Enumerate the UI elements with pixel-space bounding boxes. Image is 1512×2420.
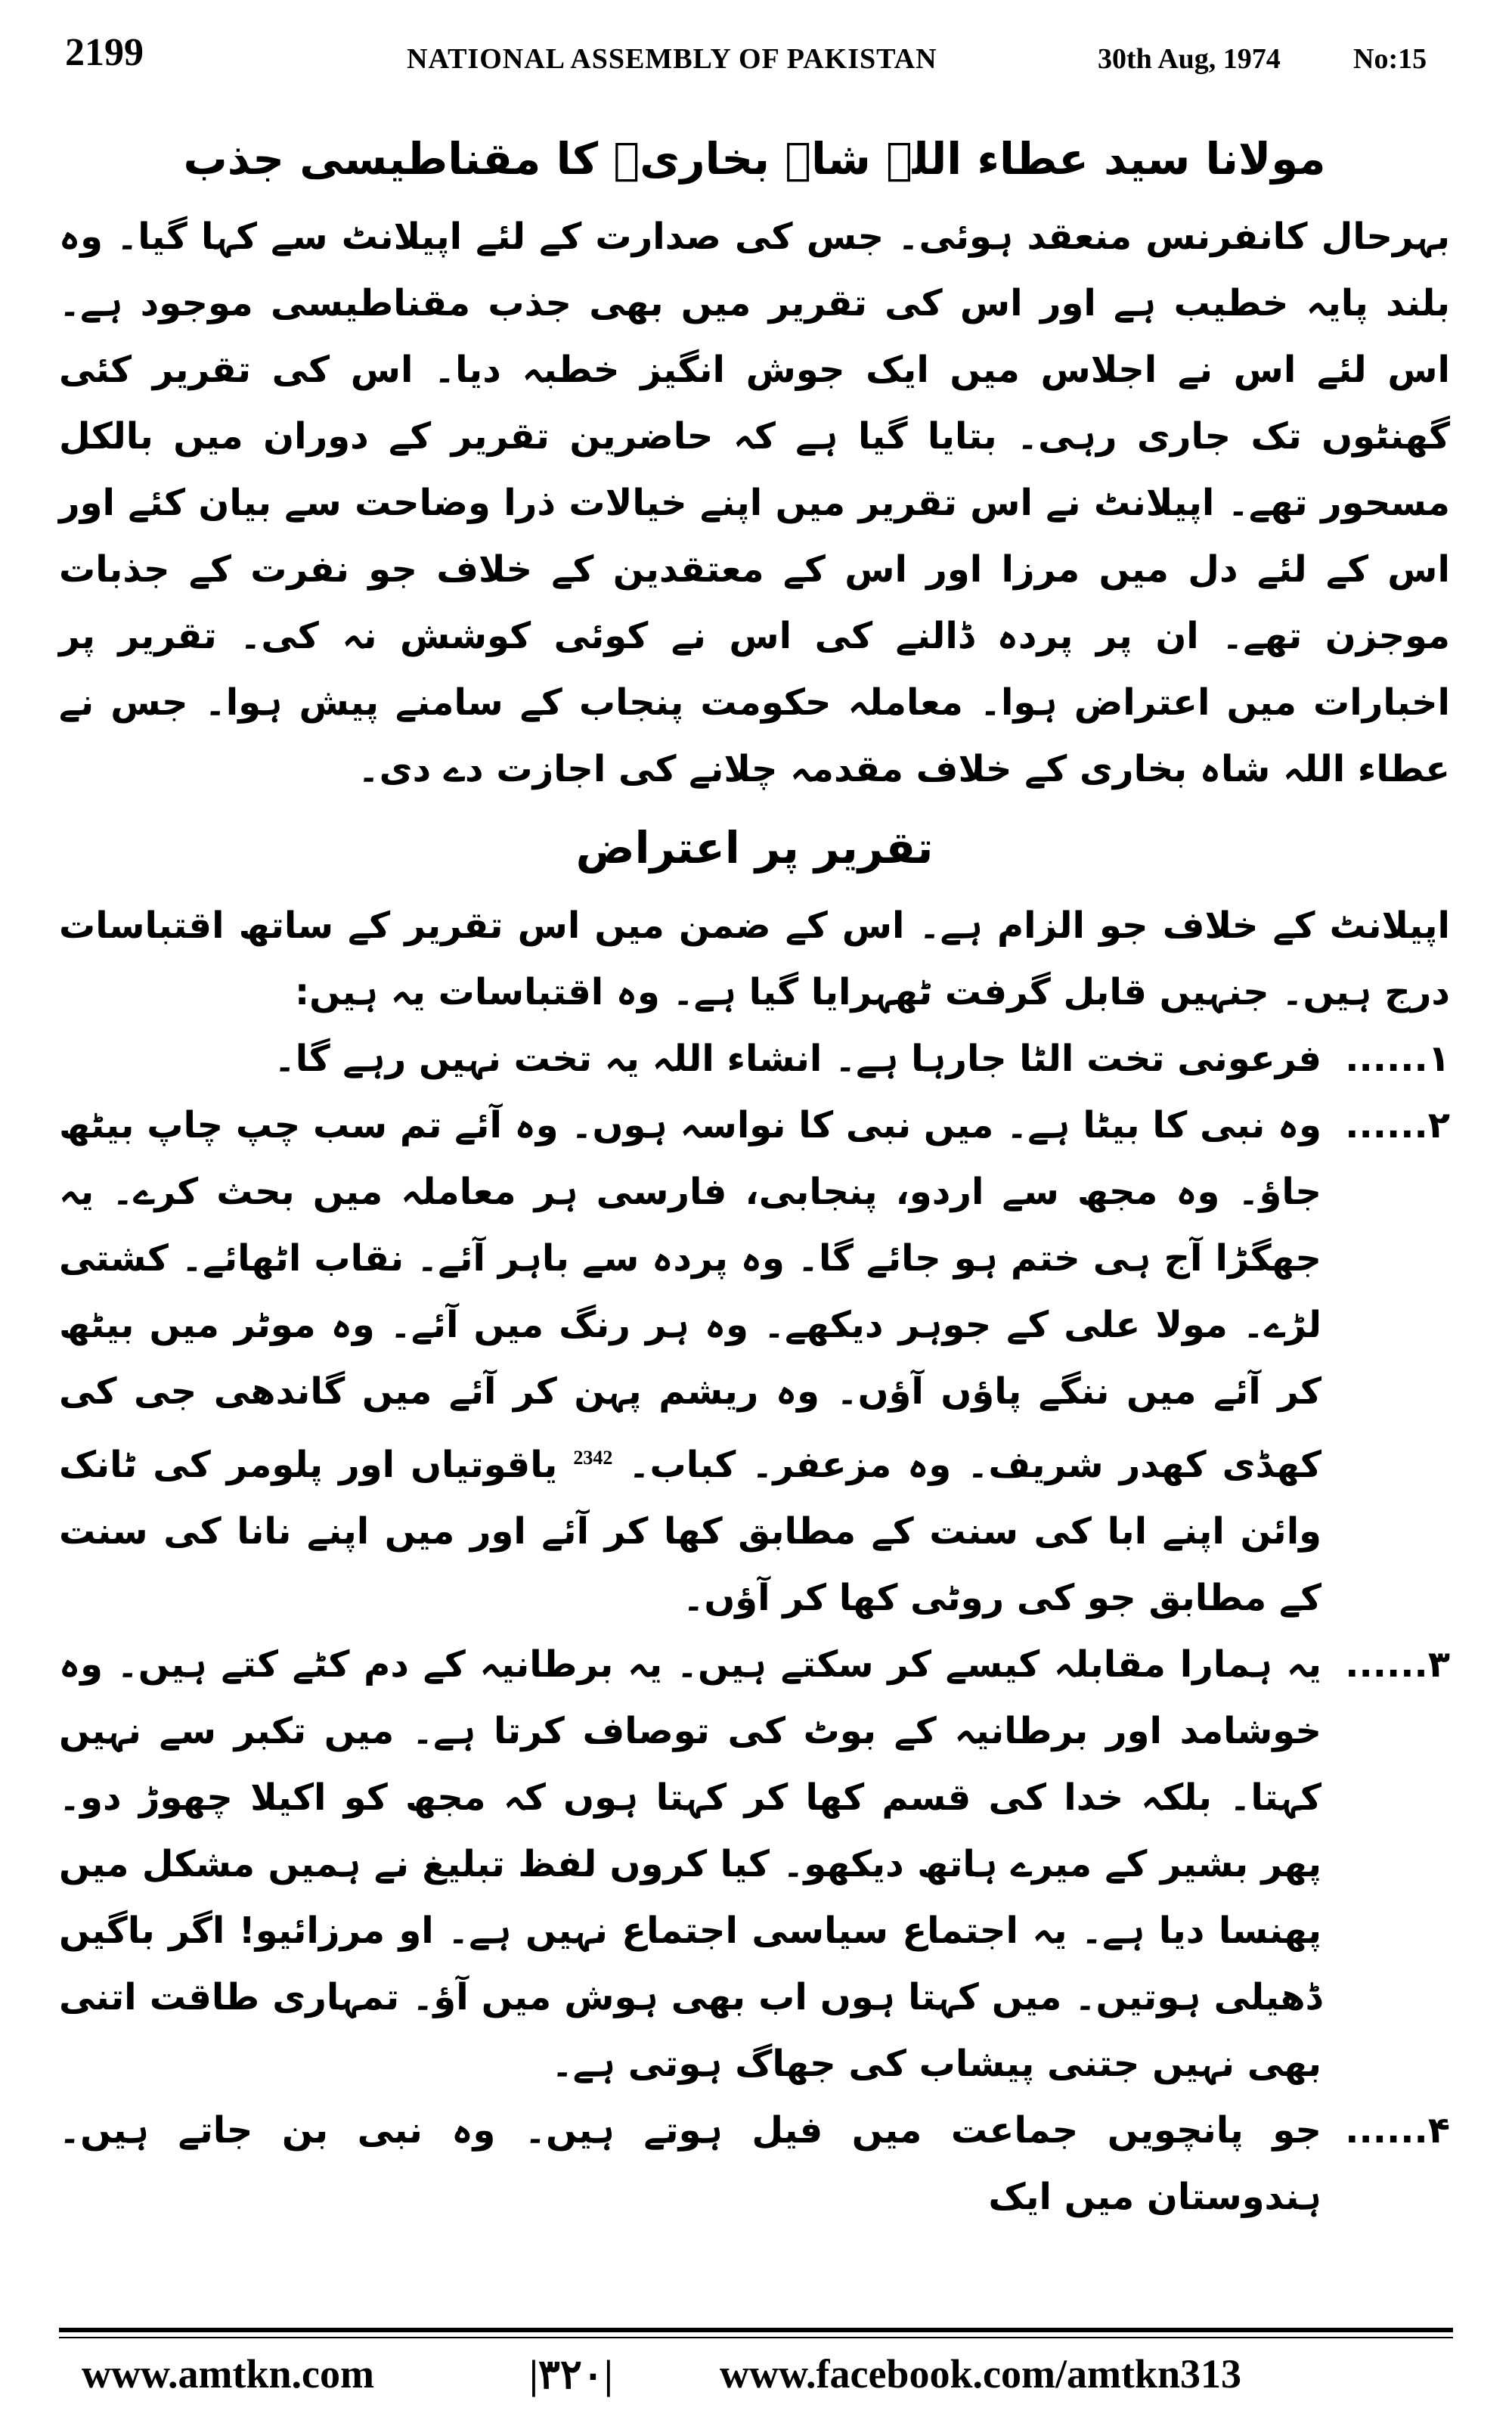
footer-divider-thick (59, 2328, 1453, 2332)
quote-number: ۱...... (1345, 1038, 1450, 1081)
facebook-link[interactable]: www.facebook.com/amtkn313 (720, 2351, 1241, 2397)
quote-item-1 (59, 1025, 1450, 1092)
quote-text: یہ ہمارا مقابلہ کیسے کر سکتے ہیں۔ یہ برطانیہ کے دم کٹے کتے ہیں۔ وہ خوشامد اور برطانیہ کے بوٹ کی توصاف کرتا ہے۔ میں تکبر سے نہیں کہتا۔ بلکہ خدا کی قسم کھا کر کہتا ہوں کہ مجھ کو اکیلا چھوڑ دو۔ پھر بشیر کے میرے ہاتھ دیکھو۔ کیا کروں لفظ تبلیغ نے ہمیں مشکل میں پھنسا دیا ہے۔ یہ اجتماع سیاسی اجتماع نہیں ہے۔ او مرزائیو! اگر باگیں ڈھیلی ہوتیں۔ میں کہتا ہوں اب بھی ہوش میں آؤ۔ تمہاری طاقت اتنی بھی نہیں جتنی پیشاب کی جھاگ ہوتی ہے۔ (59, 1643, 1321, 2086)
website-link[interactable]: www.amtkn.com (82, 2351, 374, 2397)
book-page-number: |۳۲۰| (529, 2352, 613, 2397)
quote-text-part-2: یاقوتیاں اور پلومر کی ٹانک وائن اپنے ابا کی سنت کے مطابق کھا کر آئے اور میں اپنے نانا کی سنت کے مطابق جو کی روٹی کھا کر آؤں۔ (59, 1444, 1321, 1620)
session-date: 30th Aug, 1974 (1098, 43, 1281, 75)
section-heading-1: مولانا سید عطاء اللہ شاہ بخاریؒ کا مقناطیسی جذب (183, 133, 1326, 185)
quote-number: ۳...... (1345, 1643, 1450, 1686)
publication-title: NATIONAL ASSEMBLY OF PAKISTAN (407, 43, 937, 75)
quote-text: جو پانچویں جماعت میں فیل ہوتے ہیں۔ وہ نبی بن جاتے ہیں۔ ہندوستان میں ایک (59, 2109, 1321, 2219)
quote-text-part-1: وہ نبی کا بیٹا ہے۔ میں نبی کا نواسہ ہوں۔ وہ آئے تم سب چپ چاپ بیٹھ جاؤ۔ وہ مجھ سے اردو، پنجابی، فارسی ہر معاملہ میں بحث کرے۔ یہ جھگڑا آج ہی ختم ہو جائے گا۔ وہ پردہ سے باہر آئے۔ نقاب اٹھائے۔ کشتی لڑے۔ مولا علی کے جوہر دیکھے۔ وہ ہر رنگ میں آئے۔ وہ موٹر میں بیٹھ کر آئے میں ننگے پاؤں آؤں۔ وہ ریشم پہن کر آئے میں گاندھی جی کی کھڈی کھدر شریف۔ وہ مزعفر۔ کباب۔ (59, 1104, 1321, 1487)
page-body (59, 113, 1450, 2322)
session-number: No:15 (1353, 43, 1427, 75)
paragraph-1: بہرحال کانفرنس منعقد ہوئی۔ جس کی صدارت کے لئے اپیلانٹ سے کہا گیا۔ وہ بلند پایہ خطیب ہے اور اس کی تقریر میں بھی جذب مقناطیسی موجود ہے۔ اس لئے اس نے اجلاس میں ایک جوش انگیز خطبہ دیا۔ اس کی تقریر کئی گھنٹوں تک جاری رہی۔ بتایا گیا ہے کہ حاضرین تقریر کے دوران میں بالکل مسحور تھے۔ اپیلانٹ نے اس تقریر میں اپنے خیالات ذرا وضاحت سے بیان کئے اور اس کے لئے دل میں مرزا اور اس کے معتقدین کے خلاف جو نفرت کے جذبات موجزن تھے۔ ان پر پردہ ڈالنے کی اس نے کوئی کوشش نہ کی۔ تقریر پر اخبارات میں اعتراض ہوا۔ معاملہ حکومت پنجاب کے سامنے پیش ہوا۔ جس نے عطاء اللہ شاہ بخاری کے خلاف مقدمہ چلانے کی اجازت دے دی۔ (59, 216, 1450, 791)
section-heading-2: تقریر پر اعتراض (575, 822, 934, 874)
page-header (0, 30, 1512, 83)
paragraph-2: اپیلانٹ کے خلاف جو الزام ہے۔ اس کے ضمن میں اس تقریر کے ساتھ اقتباسات درج ہیں۔ جنہیں قابل گرفت ٹھہرایا گیا ہے۔ وہ اقتباسات یہ ہیں: (59, 904, 1450, 1014)
quote-item-4 (59, 2097, 1450, 2230)
quote-text (59, 1092, 1321, 1631)
quote-number: ۲...... (1345, 1104, 1450, 1147)
quote-number: ۴...... (1345, 2109, 1450, 2152)
footnote-marker: 2342 (573, 1447, 613, 1469)
footer-divider-thin (59, 2337, 1453, 2338)
page-number: 2199 (65, 31, 144, 74)
quote-item-2 (59, 1092, 1450, 1631)
page-footer (0, 2350, 1512, 2403)
quote-text: فرعونی تخت الٹا جارہا ہے۔ انشاء اللہ یہ تخت نہیں رہے گا۔ (274, 1038, 1321, 1081)
quote-item-3 (59, 1631, 1450, 2097)
